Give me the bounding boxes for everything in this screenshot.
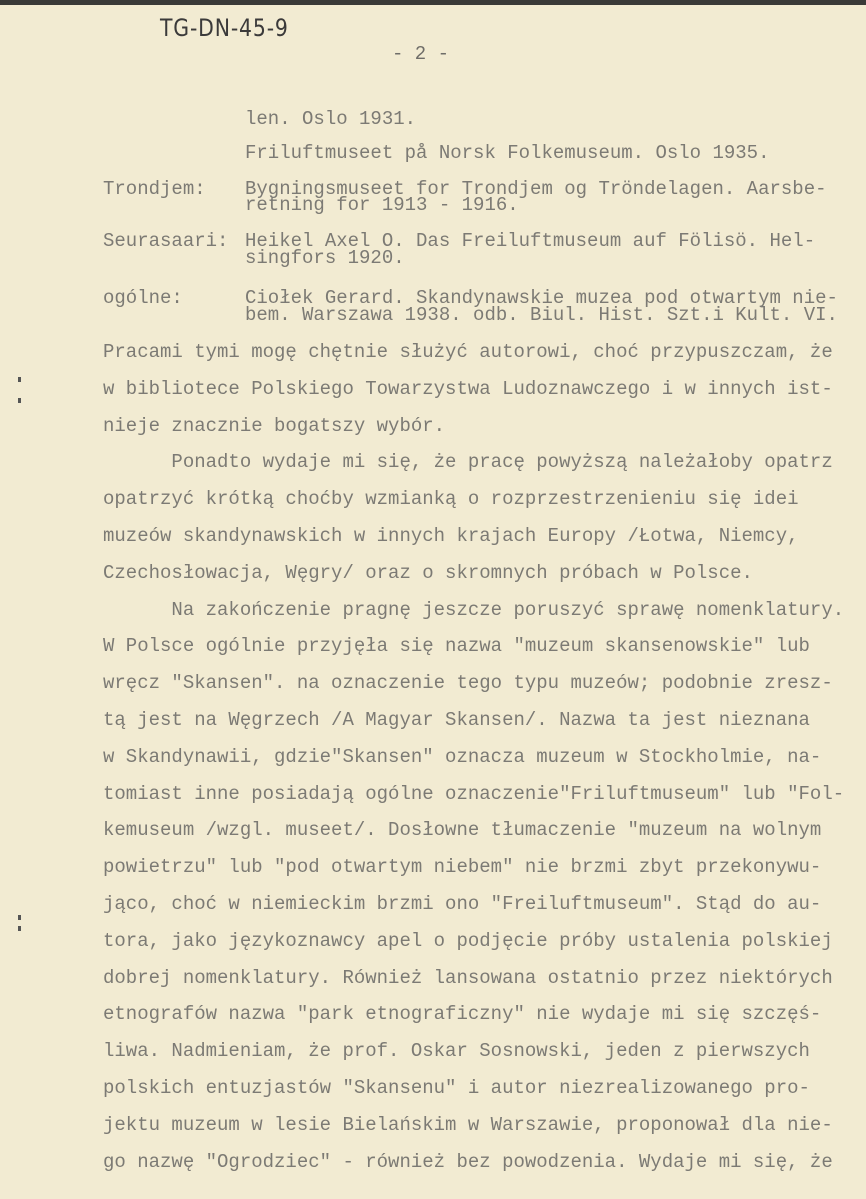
body-line: wręcz "Skansen". na oznaczenie tego typu muzeów; podobnie zresz- (103, 672, 833, 695)
body-line: jąco, choć w niemieckim brzmi ono "Freiluftmuseum". Stąd do au- (103, 893, 822, 915)
body-line: etnografów nazwa "park etnograficzny" nie wydaje mi się szczęś- (103, 1003, 822, 1026)
margin-mark (18, 915, 21, 920)
bib-line: Heikel Axel O. Das Freiluftmuseum auf Fölisö. Hel- (245, 230, 816, 252)
bib-line: singfors 1920. (245, 247, 405, 269)
body-line: W Polsce ogólnie przyjęła się nazwa "muzeum skansenowskie" lub (103, 635, 810, 658)
bib-label: Trondjem: (103, 178, 206, 200)
bib-label: ogólne: (103, 287, 183, 309)
body-line: kemuseum /wzgl. museet/. Dosłowne tłumaczenie "muzeum na wolnym (103, 819, 822, 842)
body-line: tora, jako językoznawcy apel o podjęcie próby ustalenia polskiej (103, 929, 833, 952)
body-line: Czechosłowacja, Węgry/ oraz o skromnych próbach w Polsce. (103, 561, 753, 584)
body-line: powietrzu" lub "pod otwartym niebem" nie brzmi zbyt przekonywu- (103, 856, 822, 879)
body-line: Ponadto wydaje mi się, że pracę powyższą należałoby opatrz (103, 451, 833, 474)
body-line: liwa. Nadmieniam, że prof. Oskar Sosnowski, jeden z pierwszych (103, 1040, 810, 1063)
body-line: w Skandynawii, gdzie"Skansen" oznacza muzeum w Stockholmie, na- (103, 745, 822, 768)
bib-label: Seurasaari: (103, 230, 229, 252)
bib-line: Friluftmuseet på Norsk Folkemuseum. Oslo 1935. (245, 142, 770, 164)
body-line: polskich entuzjastów "Skansenu" i autor niezrealizowanego pro- (103, 1077, 810, 1099)
bib-line: Bygningsmuseet for Trondjem og Tröndelagen. Aarsbe- (245, 178, 827, 200)
body-line: Na zakończenie pragnę jeszcze poruszyć sprawę nomenklatury. (103, 598, 845, 621)
body-line: jektu muzeum w lesie Bielańskim w Warszawie, proponował dla nie- (103, 1113, 833, 1136)
body-line: tomiast inne posiadają ogólne oznaczenie"Friluftmuseum" lub "Fol- (103, 782, 845, 805)
body-line: Pracami tymi mogę chętnie służyć autorowi, choć przypuszczam, że (103, 341, 833, 363)
body-line: dobrej nomenklatury. Również lansowana ostatnio przez niektórych (103, 966, 833, 989)
margin-mark (18, 377, 21, 382)
handwritten-reference-code: TG-DN-45-9 (160, 14, 289, 42)
body-line: go nazwę "Ogrodziec" - również bez powodzenia. Wydaje mi się, że (103, 1150, 833, 1173)
margin-mark (18, 926, 21, 931)
body-line: tą jest na Węgrzech /A Magyar Skansen/. Nazwa ta jest nieznana (103, 709, 810, 731)
bib-line: len. Oslo 1931. (245, 108, 417, 130)
page-number: - 2 - (392, 43, 450, 65)
scan-top-edge (0, 0, 866, 5)
margin-mark (18, 398, 21, 403)
body-line: muzeów skandynawskich w innych krajach Europy /Łotwa, Niemcy, (103, 525, 799, 547)
bib-line: bem. Warszawa 1938. odb. Biul. Hist. Szt.i Kult. VI. (245, 304, 838, 326)
bib-line: Ciołek Gerard. Skandynawskie muzea pod otwartym nie- (245, 287, 838, 309)
body-line: opatrzyć krótką choćby wzmianką o rozprzestrzenieniu się idei (103, 488, 799, 511)
body-line: nieje znacznie bogatszy wybór. (103, 414, 446, 437)
body-line: w bibliotece Polskiego Towarzystwa Ludoznawczego i w innych ist- (103, 377, 833, 400)
bib-line: retning for 1913 - 1916. (245, 194, 519, 216)
